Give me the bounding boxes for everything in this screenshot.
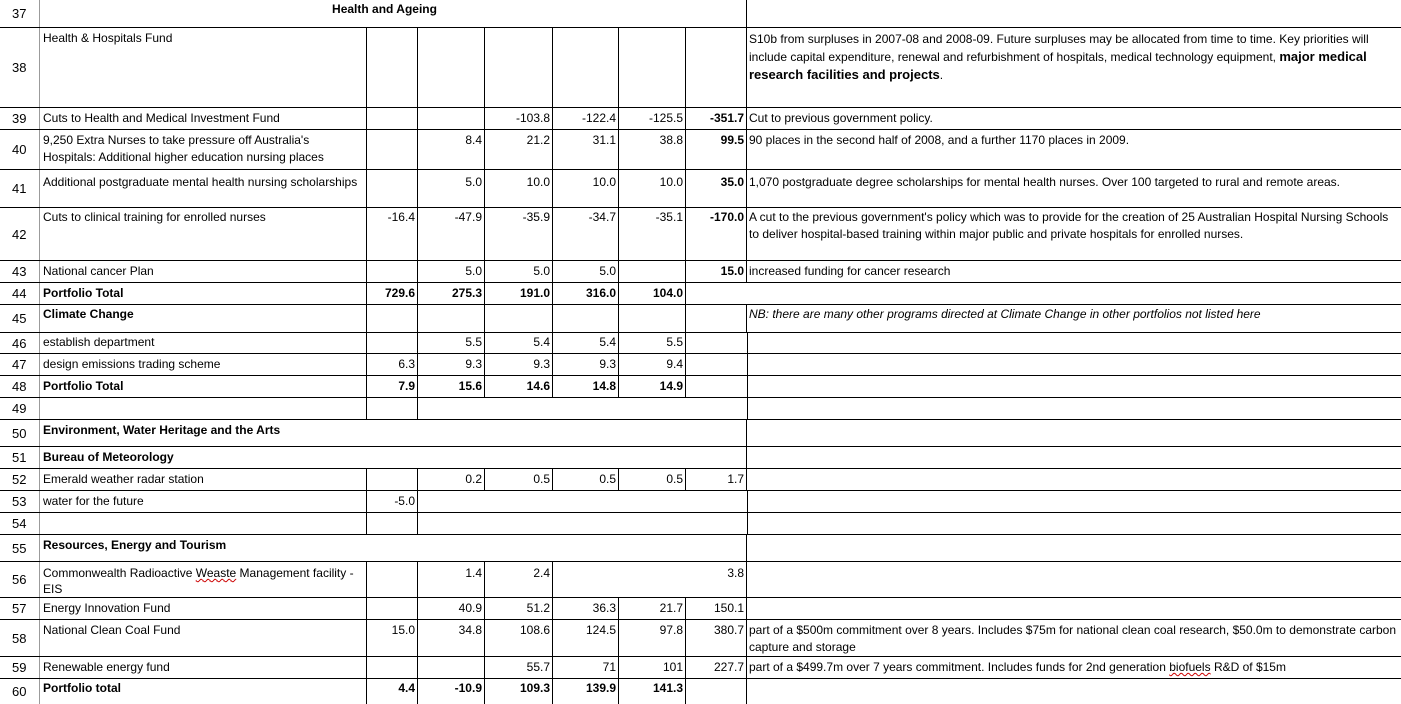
- cell-value[interactable]: 5.0: [418, 170, 485, 207]
- note-text-end: R&D of $15m: [1210, 660, 1286, 674]
- cell-total[interactable]: -351.7: [686, 108, 747, 129]
- row-header[interactable]: 55: [0, 535, 40, 561]
- cell-description[interactable]: [41, 513, 367, 534]
- row-56: [0, 562, 1401, 598]
- row-header[interactable]: 45: [0, 305, 40, 332]
- cell-value[interactable]: [619, 562, 686, 597]
- cell-description[interactable]: Portfolio Total: [41, 283, 367, 304]
- cell-value[interactable]: 15.6: [418, 376, 485, 397]
- cell-description[interactable]: 9,250 Extra Nurses to take pressure off Australia's Hospitals: Additional higher education nursing places: [41, 130, 367, 169]
- cell-value[interactable]: 6.3: [367, 354, 418, 375]
- cell-description[interactable]: Cuts to Health and Medical Investment Fund: [41, 108, 367, 129]
- cell-value[interactable]: 101: [619, 657, 686, 678]
- cell-note[interactable]: [747, 354, 1401, 375]
- cell-value[interactable]: [619, 28, 686, 107]
- cell-note[interactable]: A cut to the previous government's policy which was to provide for the creation of 25 Australian Hospital Nursing Schools to deliver hospital-based training within major public and private hospitals for enrolled nurses.: [749, 210, 1389, 241]
- row-header[interactable]: 56: [0, 562, 40, 597]
- section-title[interactable]: Health and Ageing: [41, 0, 747, 27]
- cell-note[interactable]: increased funding for cancer research: [749, 264, 951, 278]
- cell-note[interactable]: [747, 333, 1401, 353]
- cell-value[interactable]: -34.7: [553, 208, 619, 260]
- row-53: [0, 491, 1401, 513]
- cell-value[interactable]: [367, 28, 418, 107]
- cell-total[interactable]: [686, 679, 747, 704]
- cell-total[interactable]: 1.7: [686, 469, 747, 490]
- cell-value[interactable]: 5.0: [553, 261, 619, 282]
- cell-value[interactable]: [367, 562, 418, 597]
- cell-description[interactable]: Renewable energy fund: [41, 657, 367, 678]
- cell-description[interactable]: design emissions trading scheme: [41, 354, 367, 375]
- cell-value[interactable]: 14.8: [553, 376, 619, 397]
- cell-note[interactable]: [747, 598, 1401, 619]
- cell-description[interactable]: water for the future: [41, 491, 367, 512]
- row-59: [0, 657, 1401, 679]
- misspelled-word: biofuels: [1169, 660, 1211, 674]
- cell-total[interactable]: [686, 354, 747, 375]
- cell-value[interactable]: 275.3: [418, 283, 485, 304]
- cell-description[interactable]: Cuts to clinical training for enrolled nurses: [41, 208, 367, 260]
- cell-value[interactable]: [367, 305, 418, 332]
- cell-total[interactable]: 15.0: [686, 261, 747, 282]
- cell-value[interactable]: 729.6: [367, 283, 418, 304]
- cell-value[interactable]: -16.4: [367, 208, 418, 260]
- cell-note[interactable]: [747, 679, 1401, 704]
- cell-description[interactable]: Portfolio total: [41, 679, 367, 704]
- cell-value[interactable]: 10.0: [485, 170, 553, 207]
- row-58: [0, 620, 1401, 657]
- cell-value[interactable]: [367, 469, 418, 490]
- cell-value[interactable]: 1.4: [418, 562, 485, 597]
- desc-text: Commonwealth Radioactive: [43, 566, 196, 580]
- cell-value[interactable]: [485, 305, 553, 332]
- cell-value[interactable]: 0.5: [619, 469, 686, 490]
- cell-note[interactable]: [747, 0, 1401, 27]
- cell-value[interactable]: [367, 598, 418, 619]
- cell-description[interactable]: National cancer Plan: [41, 261, 367, 282]
- cell-description[interactable]: Additional postgraduate mental health nursing scholarships: [41, 170, 367, 207]
- cell-note[interactable]: part of a $500m commitment over 8 years. Includes $75m for national clean coal research, $50.0m to demonstrate carbon capture and storage: [749, 623, 1397, 654]
- row-header[interactable]: 48: [0, 376, 40, 397]
- cell-value[interactable]: 10.0: [619, 170, 686, 207]
- cell-description[interactable]: Portfolio Total: [41, 376, 367, 397]
- cell-note[interactable]: 1,070 postgraduate degree scholarships for mental health nurses. Over 100 targeted to rural and remote areas.: [749, 175, 1341, 189]
- note-bold-text: major medical research facilities and projects: [749, 49, 1367, 82]
- row-header[interactable]: 40: [0, 130, 40, 169]
- cell-value[interactable]: 21.2: [485, 130, 553, 169]
- cell-note[interactable]: NB: there are many other programs directed at Climate Change in other portfolios not listed here: [749, 307, 1261, 321]
- row-39: [0, 108, 1401, 130]
- row-header[interactable]: 37: [0, 0, 40, 27]
- row-51: [0, 447, 1401, 469]
- cell-value[interactable]: 55.7: [485, 657, 553, 678]
- cell-value[interactable]: [553, 562, 619, 597]
- row-42: [0, 208, 1401, 261]
- cell-note[interactable]: [747, 469, 1401, 490]
- row-header[interactable]: 49: [0, 398, 40, 419]
- cell-description[interactable]: Emerald weather radar station: [41, 469, 367, 490]
- cell-value[interactable]: [485, 28, 553, 107]
- misspelled-word: Weaste: [195, 566, 237, 580]
- cell-description[interactable]: National Clean Coal Fund: [41, 620, 367, 656]
- cell-value[interactable]: -5.0: [367, 491, 418, 512]
- cell-value[interactable]: -125.5: [619, 108, 686, 129]
- cell-value[interactable]: [553, 305, 619, 332]
- row-header[interactable]: 38: [0, 28, 40, 107]
- row-48: [0, 376, 1401, 398]
- cell-value[interactable]: [418, 398, 485, 419]
- row-57: [0, 598, 1401, 620]
- cell-value[interactable]: -103.8: [485, 108, 553, 129]
- cell-value[interactable]: [367, 398, 418, 419]
- cell-value[interactable]: 0.2: [418, 469, 485, 490]
- cell-total[interactable]: 3.8: [686, 562, 747, 597]
- row-header[interactable]: 41: [0, 170, 40, 207]
- cell-value[interactable]: 9.3: [418, 354, 485, 375]
- cell-value[interactable]: [619, 305, 686, 332]
- row-44: [0, 283, 1401, 305]
- cell-value[interactable]: [367, 333, 418, 353]
- cell-value[interactable]: 5.5: [418, 333, 485, 353]
- row-header[interactable]: 39: [0, 108, 40, 129]
- cell-value[interactable]: 2.4: [485, 562, 553, 597]
- cell-value[interactable]: [418, 305, 485, 332]
- cell-note[interactable]: [747, 283, 1401, 304]
- cell-value[interactable]: -47.9: [418, 208, 485, 260]
- cell-value[interactable]: 7.9: [367, 376, 418, 397]
- cell-description[interactable]: [41, 562, 367, 597]
- row-38: [0, 28, 1401, 108]
- row-60: [0, 679, 1401, 704]
- row-40: [0, 130, 1401, 170]
- cell-value[interactable]: 124.5: [553, 620, 619, 656]
- row-header[interactable]: 54: [0, 513, 40, 534]
- cell-note[interactable]: [747, 398, 1401, 419]
- desc-text-end: Management facility - EIS: [43, 566, 354, 596]
- cell-value[interactable]: [367, 513, 418, 534]
- cell-value[interactable]: 109.3: [485, 679, 553, 704]
- cell-description[interactable]: Health & Hospitals Fund: [41, 28, 367, 107]
- cell-value[interactable]: 9.3: [485, 354, 553, 375]
- cell-note[interactable]: [747, 657, 1401, 678]
- cell-value[interactable]: [418, 657, 485, 678]
- cell-description[interactable]: [41, 398, 367, 419]
- cell-note[interactable]: [747, 376, 1401, 397]
- cell-total[interactable]: -170.0: [686, 208, 747, 260]
- section-heading[interactable]: Environment, Water Heritage and the Arts: [41, 420, 747, 446]
- row-54: [0, 513, 1401, 535]
- row-41: [0, 170, 1401, 208]
- cell-value[interactable]: 0.5: [553, 469, 619, 490]
- row-header[interactable]: 43: [0, 261, 40, 282]
- cell-note[interactable]: [747, 491, 1401, 512]
- cell-total[interactable]: 380.7: [686, 620, 747, 656]
- cell-note[interactable]: [747, 447, 1401, 468]
- cell-value[interactable]: [418, 491, 485, 512]
- cell-value[interactable]: 108.6: [485, 620, 553, 656]
- cell-value[interactable]: 316.0: [553, 283, 619, 304]
- cell-value[interactable]: [367, 170, 418, 207]
- row-43: [0, 261, 1401, 283]
- cell-value[interactable]: 104.0: [619, 283, 686, 304]
- cell-value[interactable]: 8.4: [418, 130, 485, 169]
- cell-value[interactable]: 14.9: [619, 376, 686, 397]
- row-header[interactable]: 58: [0, 620, 40, 656]
- cell-description[interactable]: establish department: [41, 333, 367, 353]
- row-header[interactable]: 53: [0, 491, 40, 512]
- cell-note[interactable]: [747, 535, 1401, 561]
- cell-value[interactable]: 5.4: [485, 333, 553, 353]
- note-text-end: .: [939, 68, 944, 82]
- cell-value[interactable]: 14.6: [485, 376, 553, 397]
- cell-value[interactable]: 34.8: [418, 620, 485, 656]
- cell-value[interactable]: 31.1: [553, 130, 619, 169]
- subsection-heading[interactable]: Bureau of Meteorology: [41, 447, 747, 468]
- cell-value[interactable]: -35.1: [619, 208, 686, 260]
- cell-value[interactable]: [367, 108, 418, 129]
- cell-value[interactable]: 9.4: [619, 354, 686, 375]
- cell-value[interactable]: -122.4: [553, 108, 619, 129]
- row-header[interactable]: 57: [0, 598, 40, 619]
- row-55: [0, 535, 1401, 562]
- cell-note[interactable]: Cut to previous government policy.: [749, 111, 933, 125]
- cell-value[interactable]: 139.9: [553, 679, 619, 704]
- cell-total[interactable]: 35.0: [686, 170, 747, 207]
- cell-value[interactable]: 38.8: [619, 130, 686, 169]
- cell-value[interactable]: [553, 28, 619, 107]
- row-header[interactable]: 50: [0, 420, 40, 446]
- cell-value[interactable]: [367, 657, 418, 678]
- cell-note[interactable]: [747, 513, 1401, 534]
- cell-value[interactable]: 21.7: [619, 598, 686, 619]
- cell-value[interactable]: [619, 261, 686, 282]
- cell-value[interactable]: 71: [553, 657, 619, 678]
- cell-total[interactable]: [686, 376, 747, 397]
- cell-note[interactable]: [747, 562, 1401, 597]
- cell-total[interactable]: [686, 305, 747, 332]
- cell-value[interactable]: 10.0: [553, 170, 619, 207]
- cell-value[interactable]: [418, 108, 485, 129]
- section-heading[interactable]: Resources, Energy and Tourism: [41, 535, 747, 561]
- cell-note[interactable]: [747, 420, 1401, 446]
- cell-value[interactable]: [418, 513, 485, 534]
- row-header[interactable]: 52: [0, 469, 40, 490]
- cell-value[interactable]: [686, 28, 747, 107]
- row-header[interactable]: 42: [0, 208, 40, 260]
- cell-value[interactable]: -35.9: [485, 208, 553, 260]
- note-text: S10b from surpluses in 2007-08 and 2008-09. Future surpluses may be allocated from time to time. Key priorities will include capital expenditure, renewal and refurbishment of hospitals, medical technology equipment,: [749, 32, 1369, 64]
- row-49: [0, 398, 1401, 420]
- cell-description[interactable]: Climate Change: [41, 305, 367, 332]
- cell-total[interactable]: [686, 283, 747, 304]
- cell-value[interactable]: 97.8: [619, 620, 686, 656]
- cell-value[interactable]: [418, 28, 485, 107]
- row-header[interactable]: 51: [0, 447, 40, 468]
- cell-value[interactable]: 0.5: [485, 469, 553, 490]
- cell-value[interactable]: 5.4: [553, 333, 619, 353]
- row-header[interactable]: 47: [0, 354, 40, 375]
- row-header[interactable]: 59: [0, 657, 40, 678]
- cell-value[interactable]: 5.5: [619, 333, 686, 353]
- row-52: [0, 469, 1401, 491]
- cell-value[interactable]: 40.9: [418, 598, 485, 619]
- cell-value[interactable]: 5.0: [485, 261, 553, 282]
- cell-total[interactable]: 227.7: [686, 657, 747, 678]
- cell-total[interactable]: 99.5: [686, 130, 747, 169]
- cell-note[interactable]: 90 places in the second half of 2008, and a further 1170 places in 2009.: [749, 133, 1130, 147]
- cell-value[interactable]: 9.3: [553, 354, 619, 375]
- cell-description[interactable]: Energy Innovation Fund: [41, 598, 367, 619]
- row-50: [0, 420, 1401, 447]
- note-text: part of a $499.7m over 7 years commitment. Includes funds for 2nd generation: [749, 660, 1170, 674]
- cell-value[interactable]: [367, 130, 418, 169]
- cell-value[interactable]: -10.9: [418, 679, 485, 704]
- cell-value[interactable]: 5.0: [418, 261, 485, 282]
- row-46: [0, 333, 1401, 354]
- cell-value[interactable]: 141.3: [619, 679, 686, 704]
- cell-value[interactable]: 36.3: [553, 598, 619, 619]
- cell-value[interactable]: 191.0: [485, 283, 553, 304]
- cell-value[interactable]: 51.2: [485, 598, 553, 619]
- cell-value[interactable]: 4.4: [367, 679, 418, 704]
- cell-value[interactable]: [367, 261, 418, 282]
- cell-total[interactable]: [686, 333, 747, 353]
- row-47: [0, 354, 1401, 376]
- row-37: [0, 0, 1401, 28]
- row-header[interactable]: 44: [0, 283, 40, 304]
- row-header[interactable]: 60: [0, 679, 40, 704]
- cell-total[interactable]: 150.1: [686, 598, 747, 619]
- row-header[interactable]: 46: [0, 333, 40, 353]
- cell-value[interactable]: 15.0: [367, 620, 418, 656]
- row-45: [0, 305, 1401, 333]
- cell-note[interactable]: [747, 28, 1401, 107]
